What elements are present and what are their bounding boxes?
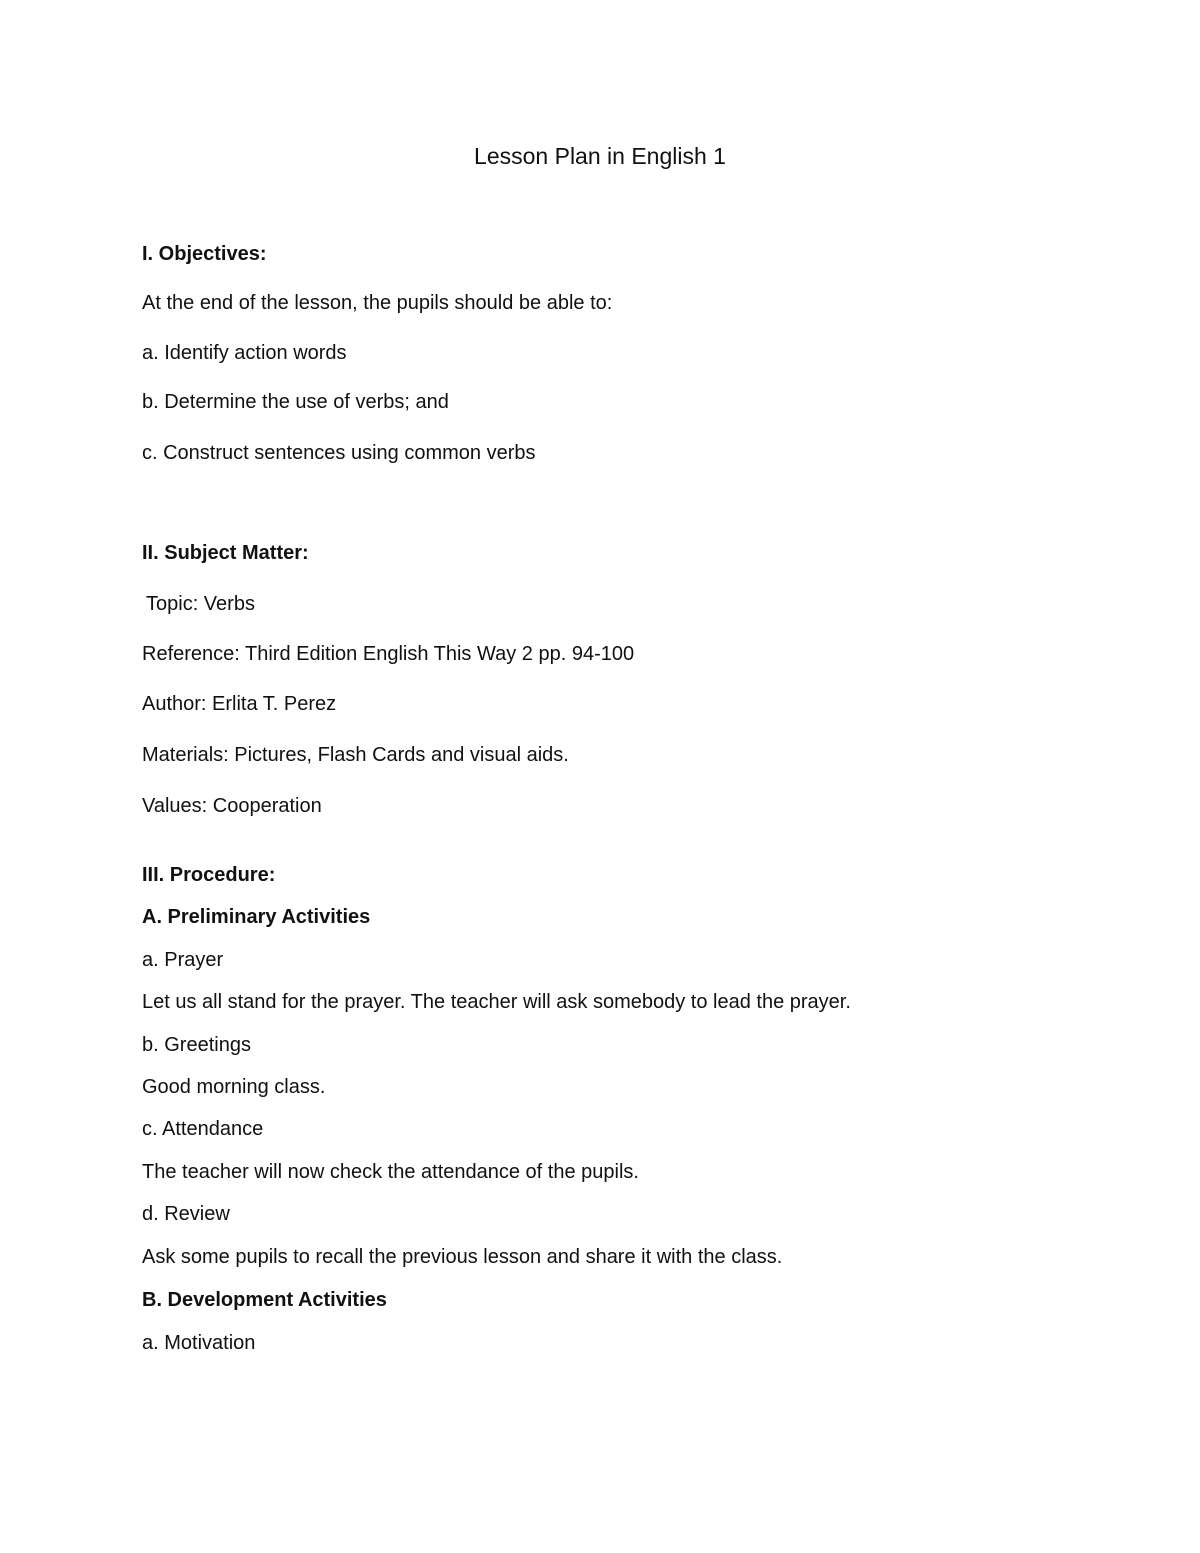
attendance-label: c. Attendance (142, 1118, 264, 1140)
prayer-text: Let us all stand for the prayer. The teacher will ask somebody to lead the prayer. (142, 991, 851, 1013)
greetings-label: b. Greetings (142, 1034, 251, 1056)
subject-values: Values: Cooperation (142, 795, 322, 817)
objectives-heading: I. Objectives: (142, 243, 267, 265)
prayer-label: a. Prayer (142, 949, 224, 971)
objectives-intro: At the end of the lesson, the pupils should be able to: (142, 292, 613, 314)
review-label: d. Review (142, 1203, 230, 1225)
subject-materials: Materials: Pictures, Flash Cards and visual aids. (142, 744, 569, 766)
subject-topic: Topic: Verbs (146, 593, 255, 615)
objective-item-c: c. Construct sentences using common verbs (142, 442, 536, 464)
objective-item-a: a. Identify action words (142, 342, 347, 364)
procedure-heading: III. Procedure: (142, 864, 276, 886)
attendance-text: The teacher will now check the attendance of the pupils. (142, 1161, 639, 1183)
development-heading: B. Development Activities (142, 1289, 387, 1311)
review-text: Ask some pupils to recall the previous lesson and share it with the class. (142, 1246, 783, 1268)
motivation-label: a. Motivation (142, 1332, 256, 1354)
subject-reference: Reference: Third Edition English This Way 2 pp. 94-100 (142, 643, 635, 665)
document-title: Lesson Plan in English 1 (474, 143, 726, 169)
subject-author: Author: Erlita T. Perez (142, 693, 337, 715)
preliminary-heading: A. Preliminary Activities (142, 906, 371, 928)
objective-item-b: b. Determine the use of verbs; and (142, 391, 449, 413)
greetings-text: Good morning class. (142, 1076, 326, 1098)
subject-matter-heading: II. Subject Matter: (142, 542, 309, 564)
